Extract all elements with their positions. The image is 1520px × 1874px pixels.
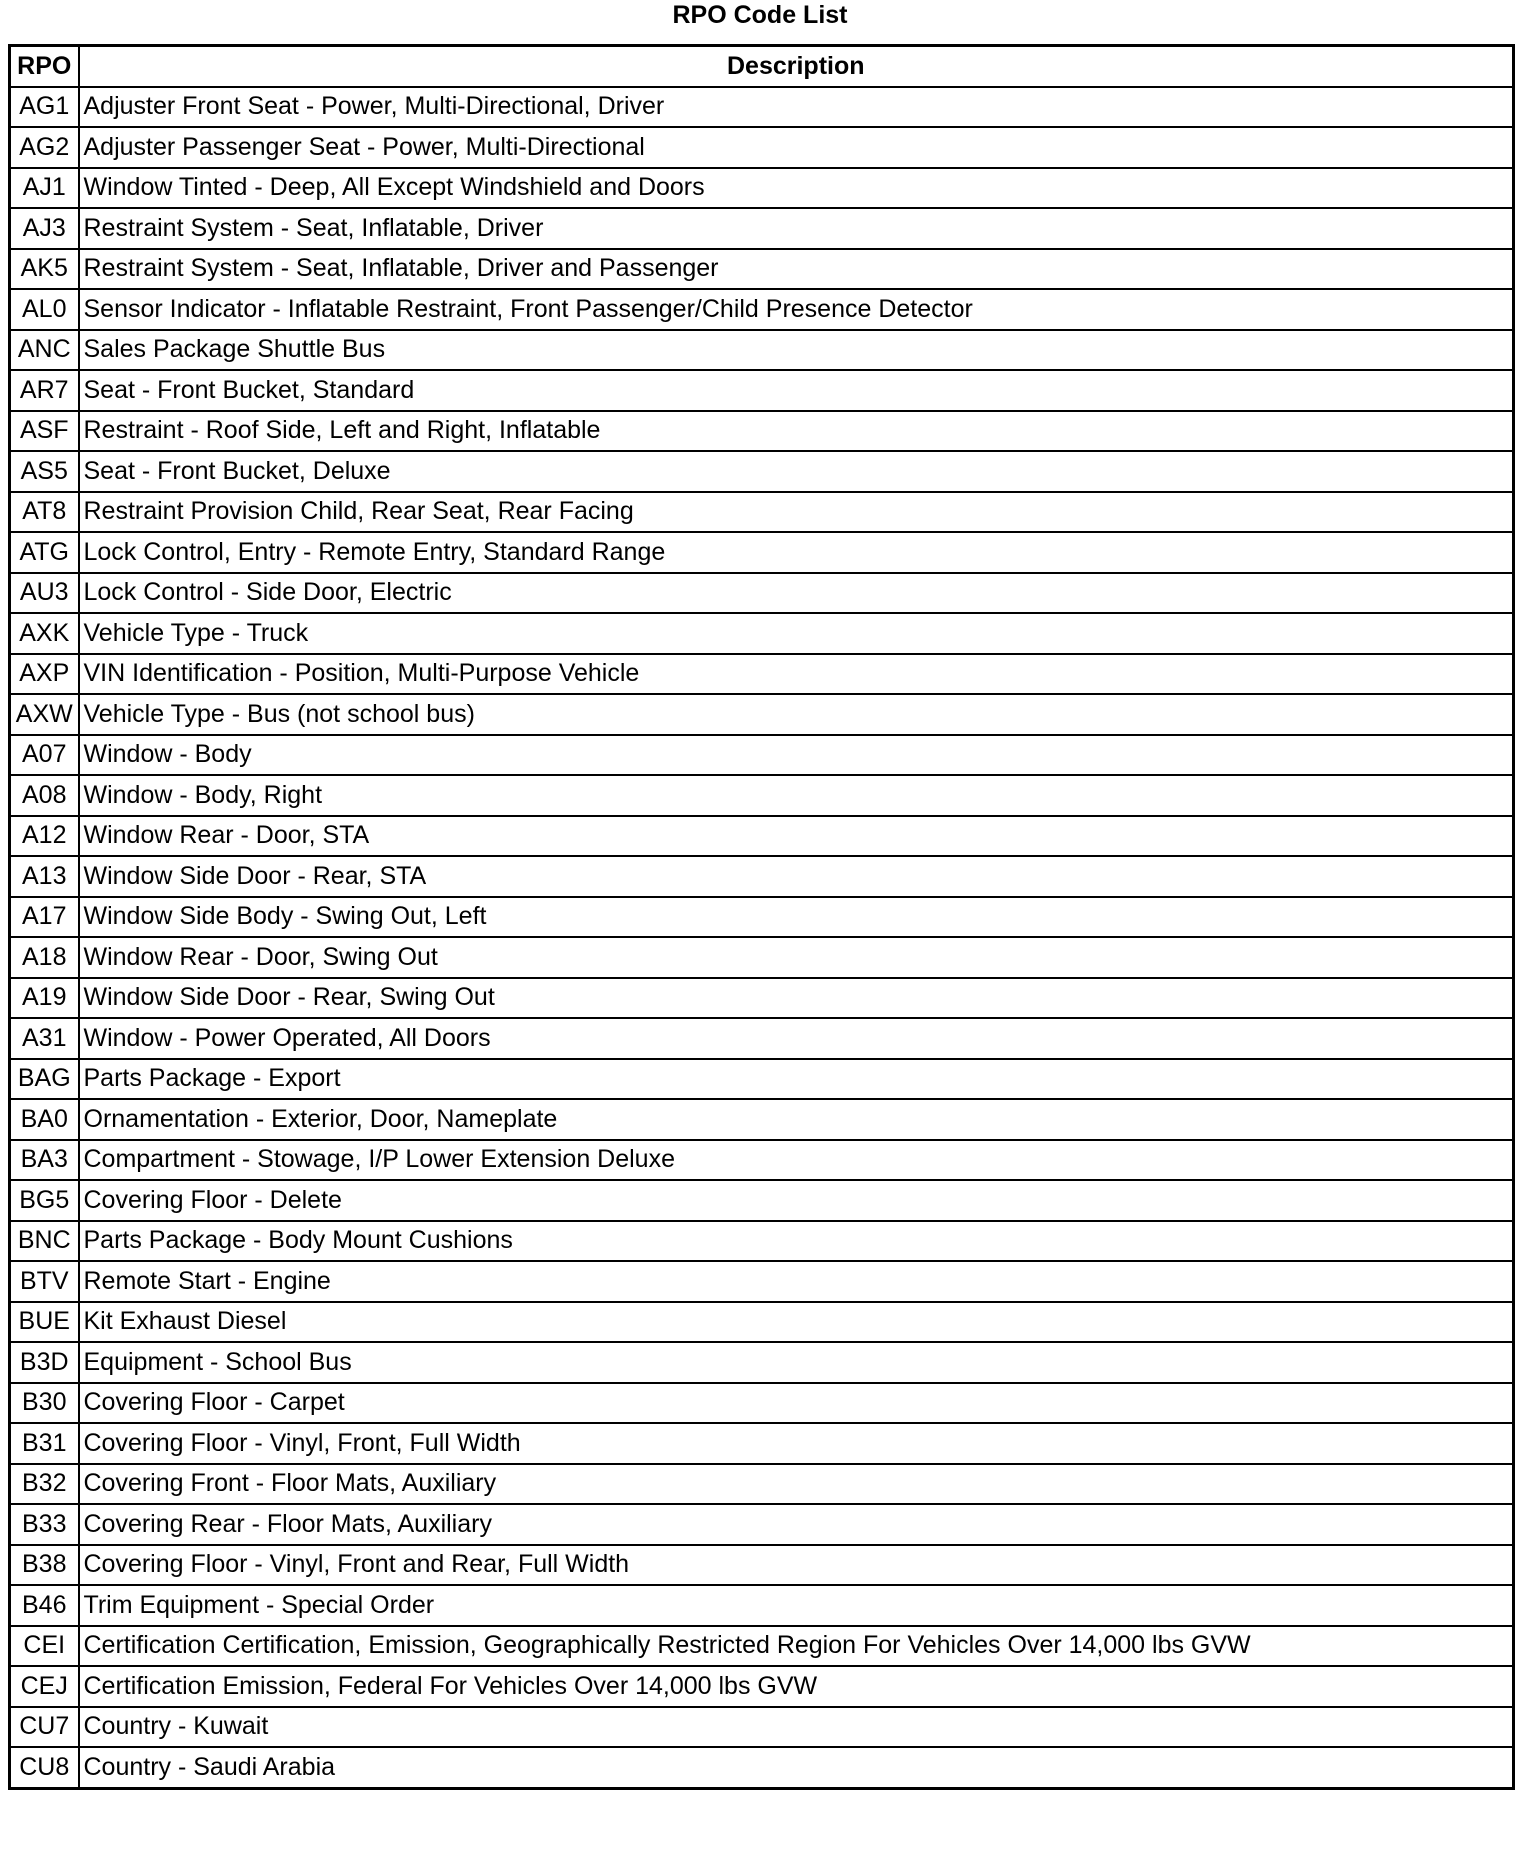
rpo-description-cell: Window Tinted - Deep, All Except Windshield and Doors [79, 168, 1514, 209]
table-row [10, 330, 1514, 371]
rpo-description-cell: Adjuster Front Seat - Power, Multi-Directional, Driver [79, 87, 1514, 128]
rpo-description-cell: Country - Kuwait [79, 1707, 1514, 1748]
table-body [10, 87, 1514, 1789]
rpo-description-cell: Compartment - Stowage, I/P Lower Extension Deluxe [79, 1140, 1514, 1181]
rpo-code-cell: BUE [10, 1302, 79, 1343]
rpo-description-cell: Lock Control - Side Door, Electric [79, 573, 1514, 614]
rpo-code-cell: ASF [10, 411, 79, 452]
rpo-code-cell: BA0 [10, 1099, 79, 1140]
rpo-code-cell: A18 [10, 937, 79, 978]
rpo-description-cell: Lock Control, Entry - Remote Entry, Standard Range [79, 532, 1514, 573]
table-row [10, 370, 1514, 411]
rpo-code-cell: AL0 [10, 289, 79, 330]
table-row [10, 1707, 1514, 1748]
rpo-code-cell: A13 [10, 856, 79, 897]
rpo-description-cell: Seat - Front Bucket, Standard [79, 370, 1514, 411]
table-row [10, 249, 1514, 290]
rpo-description-cell: Window - Body, Right [79, 775, 1514, 816]
rpo-description-cell: Covering Floor - Vinyl, Front and Rear, Full Width [79, 1545, 1514, 1586]
rpo-description-cell: Parts Package - Body Mount Cushions [79, 1221, 1514, 1262]
rpo-code-cell: AXK [10, 613, 79, 654]
rpo-description-cell: Window - Body [79, 735, 1514, 776]
rpo-code-cell: AG1 [10, 87, 79, 128]
table-row [10, 1180, 1514, 1221]
rpo-code-cell: BNC [10, 1221, 79, 1262]
rpo-code-cell: AT8 [10, 492, 79, 533]
rpo-description-cell: Window Side Body - Swing Out, Left [79, 897, 1514, 938]
rpo-description-cell: Covering Floor - Vinyl, Front, Full Width [79, 1423, 1514, 1464]
table-row [10, 1302, 1514, 1343]
rpo-description-cell: Remote Start - Engine [79, 1261, 1514, 1302]
rpo-description-cell: Restraint System - Seat, Inflatable, Driver [79, 208, 1514, 249]
rpo-description-cell: Sensor Indicator - Inflatable Restraint, Front Passenger/Child Presence Detector [79, 289, 1514, 330]
table-row [10, 1383, 1514, 1424]
rpo-description-cell: Window - Power Operated, All Doors [79, 1018, 1514, 1059]
table-row [10, 1140, 1514, 1181]
rpo-description-cell: Seat - Front Bucket, Deluxe [79, 451, 1514, 492]
rpo-code-cell: BA3 [10, 1140, 79, 1181]
table-row [10, 451, 1514, 492]
rpo-code-cell: A31 [10, 1018, 79, 1059]
rpo-code-cell: CEI [10, 1626, 79, 1667]
rpo-description-cell: Parts Package - Export [79, 1059, 1514, 1100]
rpo-description-cell: Restraint Provision Child, Rear Seat, Rear Facing [79, 492, 1514, 533]
table-row [10, 1747, 1514, 1788]
rpo-code-cell: AR7 [10, 370, 79, 411]
rpo-code-cell: B3D [10, 1342, 79, 1383]
table-row [10, 532, 1514, 573]
table-row [10, 1059, 1514, 1100]
rpo-description-cell: Certification Certification, Emission, Geographically Restricted Region For Vehicles Over 14,000 lbs GVW [79, 1626, 1514, 1667]
rpo-code-cell: CU8 [10, 1747, 79, 1788]
rpo-code-cell: CEJ [10, 1666, 79, 1707]
rpo-code-cell: AJ1 [10, 168, 79, 209]
table-row [10, 654, 1514, 695]
table-row [10, 978, 1514, 1019]
rpo-description-cell: VIN Identification - Position, Multi-Purpose Vehicle [79, 654, 1514, 695]
table-row [10, 1504, 1514, 1545]
rpo-description-cell: Window Side Door - Rear, Swing Out [79, 978, 1514, 1019]
rpo-description-cell: Adjuster Passenger Seat - Power, Multi-Directional [79, 127, 1514, 168]
rpo-description-cell: Ornamentation - Exterior, Door, Nameplate [79, 1099, 1514, 1140]
table-row [10, 1464, 1514, 1505]
table-row [10, 168, 1514, 209]
table-row [10, 1261, 1514, 1302]
table-row [10, 1626, 1514, 1667]
rpo-code-cell: AXW [10, 694, 79, 735]
rpo-description-cell: Window Rear - Door, Swing Out [79, 937, 1514, 978]
rpo-code-cell: ATG [10, 532, 79, 573]
table-row [10, 127, 1514, 168]
rpo-description-cell: Certification Emission, Federal For Vehicles Over 14,000 lbs GVW [79, 1666, 1514, 1707]
table-row [10, 1585, 1514, 1626]
rpo-code-cell: A17 [10, 897, 79, 938]
table-row [10, 87, 1514, 128]
rpo-description-cell: Covering Floor - Carpet [79, 1383, 1514, 1424]
rpo-description-cell: Window Rear - Door, STA [79, 816, 1514, 857]
table-row [10, 816, 1514, 857]
rpo-code-cell: BTV [10, 1261, 79, 1302]
rpo-description-cell: Covering Floor - Delete [79, 1180, 1514, 1221]
rpo-code-cell: A12 [10, 816, 79, 857]
rpo-column-header: RPO [10, 46, 79, 87]
table-row [10, 492, 1514, 533]
rpo-code-cell: AK5 [10, 249, 79, 290]
rpo-description-cell: Restraint System - Seat, Inflatable, Driver and Passenger [79, 249, 1514, 290]
table-row [10, 1423, 1514, 1464]
rpo-code-cell: B46 [10, 1585, 79, 1626]
table-row [10, 1545, 1514, 1586]
table-row [10, 1666, 1514, 1707]
rpo-code-cell: AXP [10, 654, 79, 695]
rpo-code-cell: B32 [10, 1464, 79, 1505]
rpo-description-cell: Vehicle Type - Bus (not school bus) [79, 694, 1514, 735]
rpo-code-cell: A07 [10, 735, 79, 776]
rpo-description-cell: Vehicle Type - Truck [79, 613, 1514, 654]
table-row [10, 694, 1514, 735]
rpo-code-cell: CU7 [10, 1707, 79, 1748]
table-row [10, 1342, 1514, 1383]
rpo-code-cell: AG2 [10, 127, 79, 168]
rpo-code-cell: A19 [10, 978, 79, 1019]
table-row [10, 289, 1514, 330]
rpo-code-cell: BG5 [10, 1180, 79, 1221]
rpo-code-cell: B33 [10, 1504, 79, 1545]
rpo-description-cell: Restraint - Roof Side, Left and Right, Inflatable [79, 411, 1514, 452]
rpo-description-cell: Equipment - School Bus [79, 1342, 1514, 1383]
table-row [10, 775, 1514, 816]
rpo-code-cell: A08 [10, 775, 79, 816]
rpo-description-cell: Covering Rear - Floor Mats, Auxiliary [79, 1504, 1514, 1545]
table-row [10, 1221, 1514, 1262]
page-title: RPO Code List [672, 1, 848, 29]
table-row [10, 1018, 1514, 1059]
table-row [10, 208, 1514, 249]
table-row [10, 735, 1514, 776]
table-row [10, 1099, 1514, 1140]
rpo-description-cell: Kit Exhaust Diesel [79, 1302, 1514, 1343]
rpo-code-cell: AJ3 [10, 208, 79, 249]
rpo-code-cell: B30 [10, 1383, 79, 1424]
description-column-header: Description [79, 46, 1514, 87]
rpo-description-cell: Window Side Door - Rear, STA [79, 856, 1514, 897]
rpo-code-cell: B38 [10, 1545, 79, 1586]
rpo-code-table [8, 44, 1515, 1790]
table-row [10, 937, 1514, 978]
rpo-code-cell: B31 [10, 1423, 79, 1464]
rpo-code-cell: AU3 [10, 573, 79, 614]
table-row [10, 897, 1514, 938]
table-header-row [10, 46, 1514, 87]
table-row [10, 411, 1514, 452]
table-row [10, 613, 1514, 654]
table-row [10, 856, 1514, 897]
rpo-code-cell: AS5 [10, 451, 79, 492]
rpo-description-cell: Sales Package Shuttle Bus [79, 330, 1514, 371]
rpo-description-cell: Trim Equipment - Special Order [79, 1585, 1514, 1626]
rpo-description-cell: Covering Front - Floor Mats, Auxiliary [79, 1464, 1514, 1505]
rpo-code-cell: ANC [10, 330, 79, 371]
rpo-code-cell: BAG [10, 1059, 79, 1100]
table-row [10, 573, 1514, 614]
rpo-description-cell: Country - Saudi Arabia [79, 1747, 1514, 1788]
